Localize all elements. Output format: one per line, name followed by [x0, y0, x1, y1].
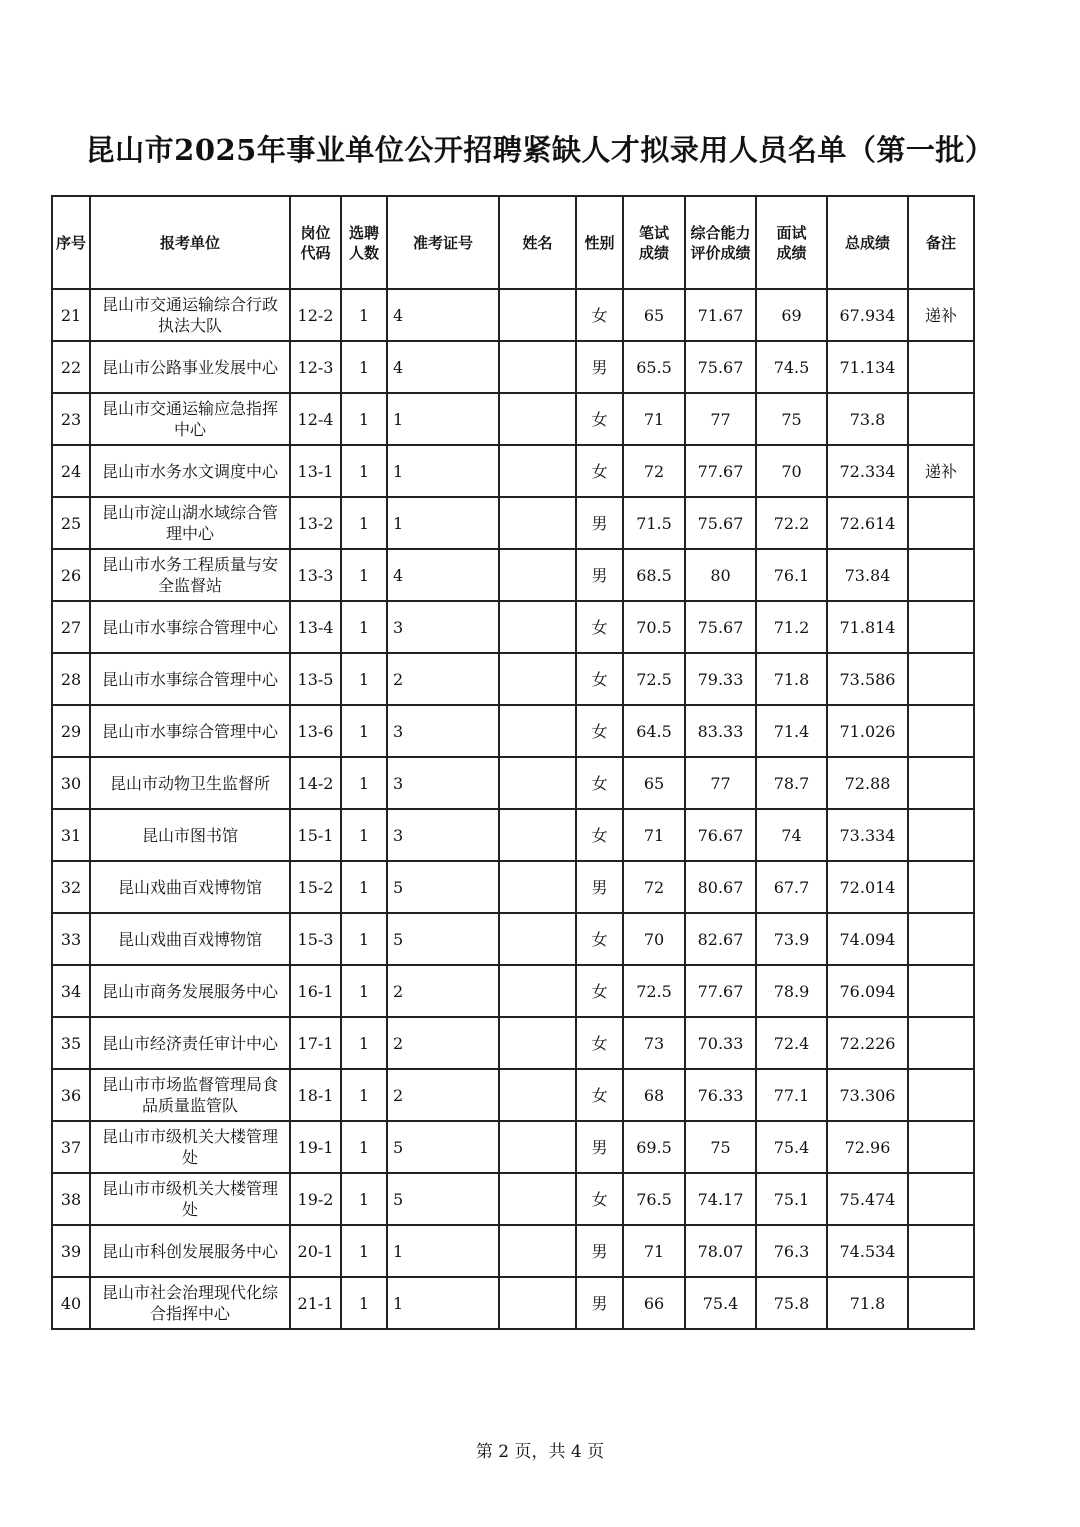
cell-ability: 82.67 — [685, 913, 756, 965]
cell-interview: 71.8 — [756, 653, 827, 705]
cell-quota: 1 — [341, 393, 387, 445]
cell-quota: 1 — [341, 601, 387, 653]
cell-interview: 77.1 — [756, 1069, 827, 1121]
table-row — [52, 653, 974, 705]
cell-gender: 女 — [576, 289, 623, 341]
cell-seq: 25 — [52, 497, 90, 549]
cell-quota: 1 — [341, 653, 387, 705]
cell-remark — [908, 1017, 974, 1069]
cell-post-code: 14-2 — [290, 757, 341, 809]
cell-ability: 75.67 — [685, 497, 756, 549]
cell-remark — [908, 601, 974, 653]
cell-ticket: 4 — [387, 289, 499, 341]
cell-name — [499, 341, 576, 393]
cell-unit: 昆山市动物卫生监督所 — [90, 757, 290, 809]
cell-ability: 77 — [685, 757, 756, 809]
table-row — [52, 757, 974, 809]
cell-written: 71 — [623, 809, 685, 861]
cell-name — [499, 549, 576, 601]
cell-seq: 37 — [52, 1121, 90, 1173]
cell-written: 65 — [623, 757, 685, 809]
cell-quota: 1 — [341, 1173, 387, 1225]
cell-written: 65.5 — [623, 341, 685, 393]
cell-unit: 昆山市水事综合管理中心 — [90, 705, 290, 757]
cell-unit: 昆山市公路事业发展中心 — [90, 341, 290, 393]
cell-seq: 32 — [52, 861, 90, 913]
cell-ticket: 3 — [387, 757, 499, 809]
cell-unit: 昆山市图书馆 — [90, 809, 290, 861]
cell-name — [499, 653, 576, 705]
cell-ticket: 5 — [387, 1173, 499, 1225]
cell-post-code: 15-3 — [290, 913, 341, 965]
cell-unit: 昆山市水务工程质量与安全监督站 — [90, 549, 290, 601]
cell-ticket: 3 — [387, 705, 499, 757]
cell-seq: 40 — [52, 1277, 90, 1329]
cell-total: 71.134 — [827, 341, 908, 393]
cell-total: 75.474 — [827, 1173, 908, 1225]
cell-interview: 75.1 — [756, 1173, 827, 1225]
cell-remark — [908, 1225, 974, 1277]
cell-seq: 23 — [52, 393, 90, 445]
cell-seq: 36 — [52, 1069, 90, 1121]
cell-post-code: 13-6 — [290, 705, 341, 757]
cell-total: 72.226 — [827, 1017, 908, 1069]
cell-gender: 女 — [576, 393, 623, 445]
cell-unit: 昆山市水务水文调度中心 — [90, 445, 290, 497]
cell-seq: 31 — [52, 809, 90, 861]
cell-written: 72.5 — [623, 653, 685, 705]
header-interview-line1: 面试 — [776, 223, 807, 242]
cell-name — [499, 445, 576, 497]
cell-ticket: 1 — [387, 497, 499, 549]
cell-post-code: 13-1 — [290, 445, 341, 497]
cell-name — [499, 705, 576, 757]
cell-name — [499, 861, 576, 913]
cell-written: 66 — [623, 1277, 685, 1329]
table-header-row — [52, 196, 974, 289]
cell-interview: 75.4 — [756, 1121, 827, 1173]
cell-seq: 34 — [52, 965, 90, 1017]
cell-total: 74.534 — [827, 1225, 908, 1277]
table-row — [52, 601, 974, 653]
header-ability-line2: 评价成绩 — [690, 243, 751, 262]
cell-unit: 昆山市水事综合管理中心 — [90, 653, 290, 705]
cell-interview: 76.3 — [756, 1225, 827, 1277]
header-unit: 报考单位 — [90, 196, 290, 289]
table-row — [52, 445, 974, 497]
cell-gender: 男 — [576, 1225, 623, 1277]
cell-ability: 71.67 — [685, 289, 756, 341]
cell-post-code: 15-2 — [290, 861, 341, 913]
cell-gender: 女 — [576, 913, 623, 965]
cell-unit: 昆山市交通运输应急指挥中心 — [90, 393, 290, 445]
table-row — [52, 1173, 974, 1225]
cell-unit: 昆山市社会治理现代化综合指挥中心 — [90, 1277, 290, 1329]
page-number: 第 2 页，共 4 页 — [475, 1442, 605, 1462]
cell-interview: 73.9 — [756, 913, 827, 965]
table-row — [52, 497, 974, 549]
cell-written: 68.5 — [623, 549, 685, 601]
cell-ticket: 1 — [387, 1277, 499, 1329]
cell-remark — [908, 1173, 974, 1225]
cell-quota: 1 — [341, 809, 387, 861]
cell-interview: 78.9 — [756, 965, 827, 1017]
table-row — [52, 549, 974, 601]
table-row — [52, 1225, 974, 1277]
cell-remark — [908, 757, 974, 809]
cell-quota: 1 — [341, 1121, 387, 1173]
cell-gender: 女 — [576, 1069, 623, 1121]
cell-seq: 26 — [52, 549, 90, 601]
cell-gender: 女 — [576, 965, 623, 1017]
header-seq: 序号 — [52, 196, 90, 289]
cell-total: 74.094 — [827, 913, 908, 965]
table-row — [52, 809, 974, 861]
cell-written: 72 — [623, 445, 685, 497]
cell-ability: 79.33 — [685, 653, 756, 705]
cell-ticket: 1 — [387, 445, 499, 497]
cell-total: 76.094 — [827, 965, 908, 1017]
cell-total: 73.334 — [827, 809, 908, 861]
header-written-line1: 笔试 — [638, 223, 669, 242]
cell-post-code: 19-1 — [290, 1121, 341, 1173]
cell-remark — [908, 1069, 974, 1121]
cell-unit: 昆山市淀山湖水域综合管理中心 — [90, 497, 290, 549]
cell-ability: 77.67 — [685, 445, 756, 497]
cell-post-code: 17-1 — [290, 1017, 341, 1069]
cell-post-code: 13-2 — [290, 497, 341, 549]
cell-ability: 80 — [685, 549, 756, 601]
cell-ticket: 2 — [387, 1017, 499, 1069]
cell-unit: 昆山市科创发展服务中心 — [90, 1225, 290, 1277]
cell-ability: 75.4 — [685, 1277, 756, 1329]
cell-ticket: 5 — [387, 861, 499, 913]
cell-remark — [908, 809, 974, 861]
cell-unit: 昆山市市场监督管理局食品质量监管队 — [90, 1069, 290, 1121]
header-quota — [341, 196, 387, 289]
table-row — [52, 861, 974, 913]
cell-seq: 35 — [52, 1017, 90, 1069]
cell-post-code: 15-1 — [290, 809, 341, 861]
cell-name — [499, 393, 576, 445]
cell-gender: 男 — [576, 1121, 623, 1173]
cell-post-code: 12-4 — [290, 393, 341, 445]
cell-seq: 24 — [52, 445, 90, 497]
cell-gender: 女 — [576, 653, 623, 705]
cell-interview: 75 — [756, 393, 827, 445]
cell-remark — [908, 653, 974, 705]
cell-ticket: 2 — [387, 653, 499, 705]
cell-unit: 昆山戏曲百戏博物馆 — [90, 913, 290, 965]
cell-total: 73.586 — [827, 653, 908, 705]
cell-gender: 女 — [576, 601, 623, 653]
cell-total: 73.84 — [827, 549, 908, 601]
cell-interview: 72.4 — [756, 1017, 827, 1069]
table-row — [52, 1277, 974, 1329]
cell-post-code: 18-1 — [290, 1069, 341, 1121]
cell-ability: 70.33 — [685, 1017, 756, 1069]
cell-written: 76.5 — [623, 1173, 685, 1225]
table-row — [52, 393, 974, 445]
cell-name — [499, 601, 576, 653]
cell-total: 72.614 — [827, 497, 908, 549]
cell-quota: 1 — [341, 289, 387, 341]
cell-ticket: 5 — [387, 1121, 499, 1173]
header-written — [623, 196, 685, 289]
cell-quota: 1 — [341, 757, 387, 809]
header-total: 总成绩 — [827, 196, 908, 289]
table-row — [52, 705, 974, 757]
header-interview-line2: 成绩 — [776, 243, 807, 262]
cell-remark — [908, 497, 974, 549]
cell-name — [499, 965, 576, 1017]
cell-remark — [908, 549, 974, 601]
cell-name — [499, 1277, 576, 1329]
cell-total: 71.814 — [827, 601, 908, 653]
table-row — [52, 1017, 974, 1069]
cell-quota: 1 — [341, 705, 387, 757]
cell-quota: 1 — [341, 913, 387, 965]
header-quota-line1: 选聘 — [348, 223, 379, 242]
cell-gender: 男 — [576, 1277, 623, 1329]
cell-ticket: 4 — [387, 549, 499, 601]
cell-total: 72.334 — [827, 445, 908, 497]
cell-name — [499, 913, 576, 965]
cell-unit: 昆山市经济责任审计中心 — [90, 1017, 290, 1069]
cell-quota: 1 — [341, 965, 387, 1017]
cell-written: 65 — [623, 289, 685, 341]
cell-gender: 女 — [576, 1017, 623, 1069]
cell-total: 71.8 — [827, 1277, 908, 1329]
cell-gender: 女 — [576, 757, 623, 809]
cell-total: 72.014 — [827, 861, 908, 913]
cell-ability: 83.33 — [685, 705, 756, 757]
cell-seq: 33 — [52, 913, 90, 965]
header-post-code-line1: 岗位 — [300, 223, 331, 242]
cell-unit: 昆山市市级机关大楼管理处 — [90, 1173, 290, 1225]
cell-quota: 1 — [341, 1069, 387, 1121]
cell-name — [499, 1069, 576, 1121]
cell-ticket: 3 — [387, 809, 499, 861]
cell-ability: 75.67 — [685, 341, 756, 393]
cell-ability: 77 — [685, 393, 756, 445]
cell-gender: 女 — [576, 809, 623, 861]
header-post-code-line2: 代码 — [300, 243, 331, 262]
table-row — [52, 341, 974, 393]
cell-total: 73.8 — [827, 393, 908, 445]
cell-written: 64.5 — [623, 705, 685, 757]
cell-interview: 71.4 — [756, 705, 827, 757]
cell-written: 68 — [623, 1069, 685, 1121]
cell-unit: 昆山戏曲百戏博物馆 — [90, 861, 290, 913]
cell-interview: 70 — [756, 445, 827, 497]
cell-post-code: 16-1 — [290, 965, 341, 1017]
cell-interview: 78.7 — [756, 757, 827, 809]
cell-post-code: 13-4 — [290, 601, 341, 653]
page-title: 昆山市2025年事业单位公开招聘紧缺人才拟录用人员名单（第一批） — [85, 133, 995, 167]
table-row — [52, 913, 974, 965]
cell-post-code: 12-2 — [290, 289, 341, 341]
cell-written: 71 — [623, 1225, 685, 1277]
cell-ability: 78.07 — [685, 1225, 756, 1277]
cell-remark — [908, 913, 974, 965]
cell-written: 71 — [623, 393, 685, 445]
cell-interview: 69 — [756, 289, 827, 341]
cell-gender: 男 — [576, 861, 623, 913]
cell-ability: 76.67 — [685, 809, 756, 861]
cell-remark — [908, 1121, 974, 1173]
header-ability — [685, 196, 756, 289]
cell-name — [499, 757, 576, 809]
cell-gender: 男 — [576, 341, 623, 393]
cell-quota: 1 — [341, 861, 387, 913]
cell-name — [499, 1225, 576, 1277]
cell-written: 69.5 — [623, 1121, 685, 1173]
cell-name — [499, 1121, 576, 1173]
cell-seq: 29 — [52, 705, 90, 757]
cell-remark — [908, 393, 974, 445]
cell-interview: 72.2 — [756, 497, 827, 549]
cell-total: 73.306 — [827, 1069, 908, 1121]
cell-name — [499, 1173, 576, 1225]
cell-ability: 80.67 — [685, 861, 756, 913]
cell-post-code: 13-5 — [290, 653, 341, 705]
cell-interview: 74.5 — [756, 341, 827, 393]
cell-interview: 74 — [756, 809, 827, 861]
header-written-line2: 成绩 — [638, 243, 669, 262]
cell-gender: 女 — [576, 1173, 623, 1225]
cell-ability: 74.17 — [685, 1173, 756, 1225]
cell-ability: 75 — [685, 1121, 756, 1173]
cell-post-code: 20-1 — [290, 1225, 341, 1277]
cell-written: 71.5 — [623, 497, 685, 549]
cell-written: 73 — [623, 1017, 685, 1069]
header-ticket: 准考证号 — [387, 196, 499, 289]
cell-ability: 77.67 — [685, 965, 756, 1017]
cell-remark — [908, 705, 974, 757]
cell-post-code: 21-1 — [290, 1277, 341, 1329]
candidate-table — [51, 195, 975, 1330]
cell-ticket: 1 — [387, 393, 499, 445]
cell-remark: 递补 — [908, 445, 974, 497]
cell-ticket: 2 — [387, 965, 499, 1017]
cell-seq: 39 — [52, 1225, 90, 1277]
cell-unit: 昆山市市级机关大楼管理处 — [90, 1121, 290, 1173]
cell-remark — [908, 1277, 974, 1329]
cell-ticket: 5 — [387, 913, 499, 965]
header-gender: 性别 — [576, 196, 623, 289]
cell-total: 67.934 — [827, 289, 908, 341]
cell-name — [499, 289, 576, 341]
cell-quota: 1 — [341, 1277, 387, 1329]
cell-ability: 75.67 — [685, 601, 756, 653]
cell-remark — [908, 861, 974, 913]
cell-unit: 昆山市交通运输综合行政执法大队 — [90, 289, 290, 341]
cell-gender: 男 — [576, 497, 623, 549]
cell-remark — [908, 965, 974, 1017]
cell-unit: 昆山市水事综合管理中心 — [90, 601, 290, 653]
header-remark: 备注 — [908, 196, 974, 289]
cell-quota: 1 — [341, 1017, 387, 1069]
cell-written: 72 — [623, 861, 685, 913]
cell-total: 71.026 — [827, 705, 908, 757]
cell-seq: 30 — [52, 757, 90, 809]
cell-interview: 75.8 — [756, 1277, 827, 1329]
cell-ticket: 4 — [387, 341, 499, 393]
table-row — [52, 289, 974, 341]
cell-quota: 1 — [341, 445, 387, 497]
header-name: 姓名 — [499, 196, 576, 289]
cell-unit: 昆山市商务发展服务中心 — [90, 965, 290, 1017]
cell-quota: 1 — [341, 1225, 387, 1277]
cell-quota: 1 — [341, 497, 387, 549]
cell-ticket: 1 — [387, 1225, 499, 1277]
cell-interview: 71.2 — [756, 601, 827, 653]
cell-post-code: 13-3 — [290, 549, 341, 601]
cell-gender: 女 — [576, 705, 623, 757]
cell-quota: 1 — [341, 549, 387, 601]
cell-written: 70 — [623, 913, 685, 965]
cell-seq: 28 — [52, 653, 90, 705]
cell-seq: 38 — [52, 1173, 90, 1225]
cell-seq: 21 — [52, 289, 90, 341]
cell-seq: 27 — [52, 601, 90, 653]
cell-remark: 递补 — [908, 289, 974, 341]
header-post-code — [290, 196, 341, 289]
cell-post-code: 12-3 — [290, 341, 341, 393]
cell-name — [499, 1017, 576, 1069]
cell-ability: 76.33 — [685, 1069, 756, 1121]
cell-written: 72.5 — [623, 965, 685, 1017]
table-row — [52, 1069, 974, 1121]
cell-gender: 男 — [576, 549, 623, 601]
cell-gender: 女 — [576, 445, 623, 497]
header-quota-line2: 人数 — [348, 243, 379, 262]
cell-interview: 76.1 — [756, 549, 827, 601]
cell-quota: 1 — [341, 341, 387, 393]
cell-interview: 67.7 — [756, 861, 827, 913]
cell-total: 72.96 — [827, 1121, 908, 1173]
cell-post-code: 19-2 — [290, 1173, 341, 1225]
cell-remark — [908, 341, 974, 393]
table-row — [52, 965, 974, 1017]
cell-ticket: 2 — [387, 1069, 499, 1121]
cell-name — [499, 809, 576, 861]
header-interview — [756, 196, 827, 289]
cell-total: 72.88 — [827, 757, 908, 809]
table-row — [52, 1121, 974, 1173]
cell-name — [499, 497, 576, 549]
cell-written: 70.5 — [623, 601, 685, 653]
cell-seq: 22 — [52, 341, 90, 393]
cell-ticket: 3 — [387, 601, 499, 653]
header-ability-line1: 综合能力 — [690, 223, 751, 242]
